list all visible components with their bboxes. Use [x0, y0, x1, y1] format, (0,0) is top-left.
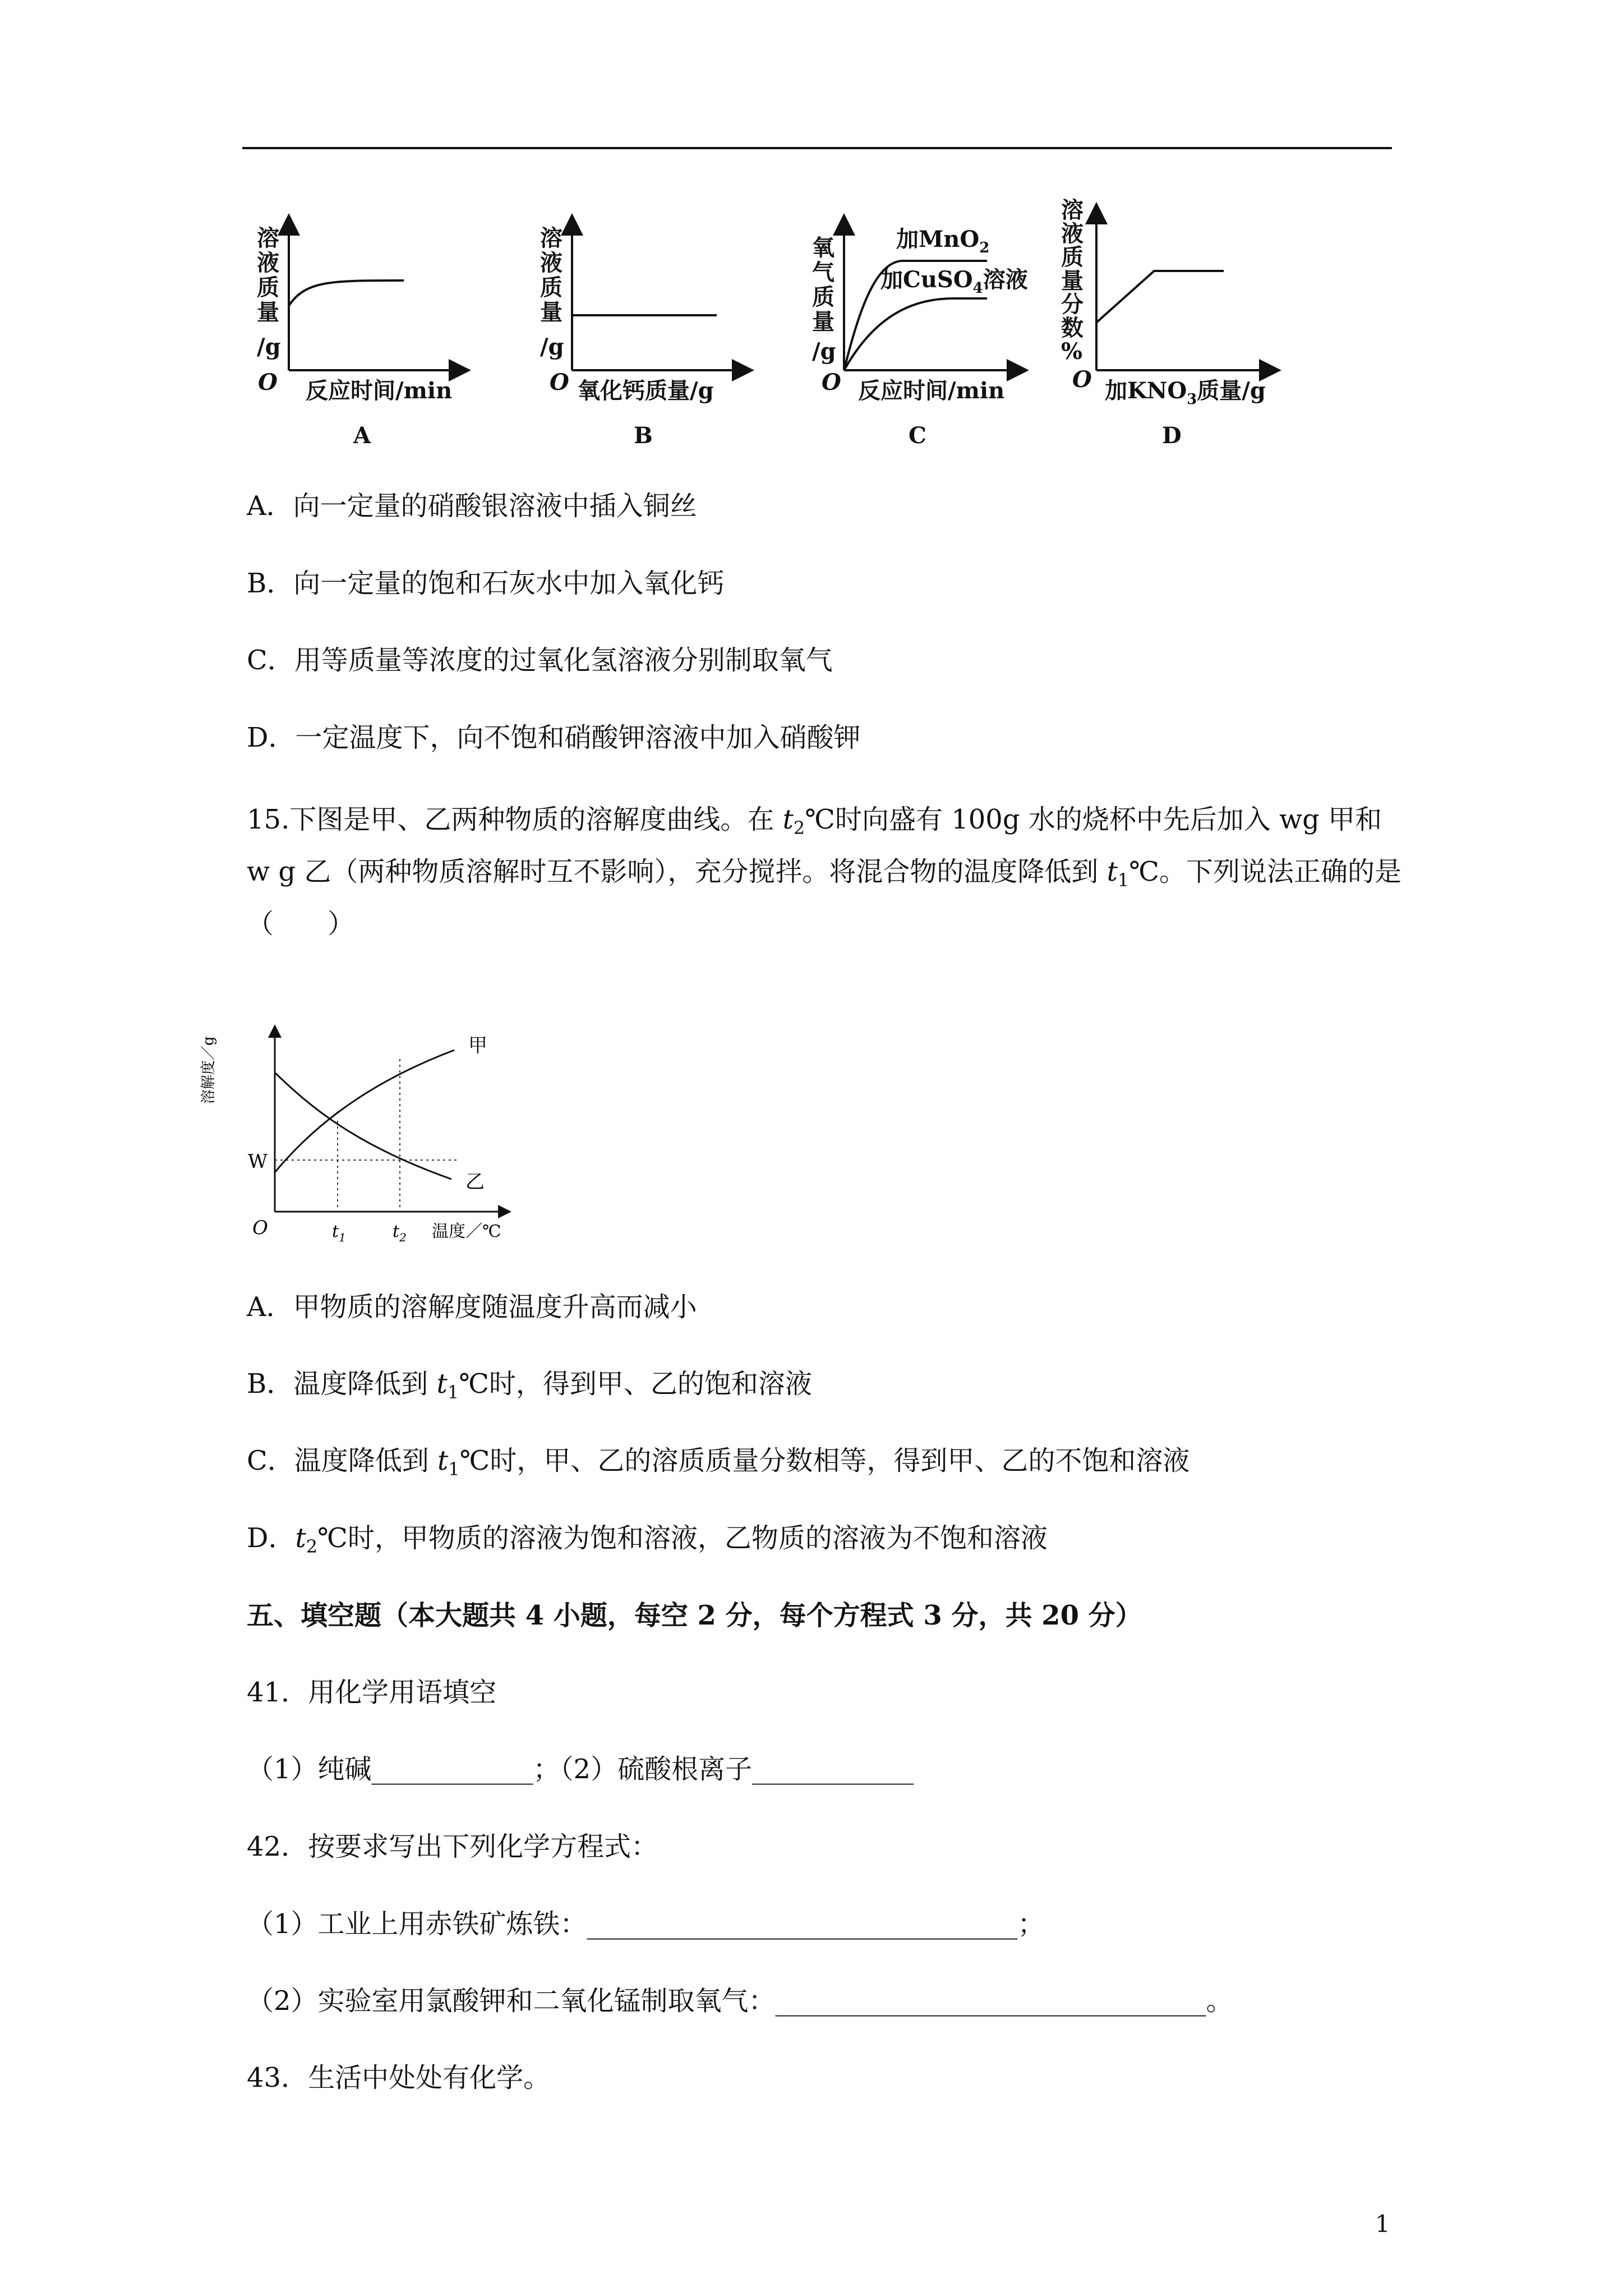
sol-curve-yi [275, 1073, 451, 1179]
sol-t1-label: $t_1$ [332, 1222, 346, 1244]
sol-w-label: W [248, 1151, 268, 1173]
graph-d-caption: D [1162, 422, 1182, 449]
sol-xlabel: 温度／℃ [432, 1222, 501, 1241]
section-5-heading: 五、填空题（本大题共 4 小题，每空 2 分，每个方程式 3 分，共 20 分） [247, 1600, 1142, 1631]
sol-curve-jia [275, 1050, 454, 1172]
sol-origin: O [252, 1217, 268, 1239]
graph-c-ylabel-2: 气 [812, 259, 834, 286]
graph-c-ylabel-4: 量 [812, 309, 834, 335]
graph-c-ylabel-5: /g [812, 338, 836, 365]
graph-a-xlabel: 反应时间/min [306, 378, 453, 404]
graphs-abcd [241, 191, 1340, 454]
graph-b-ylabel-3: 质 [540, 274, 562, 301]
graph-d-ylabel-7: % [1061, 338, 1083, 365]
graph-a-ylabel-3: 质 [257, 274, 279, 301]
graph-d-xlabel: 加$KNO_3$质量/g [1105, 378, 1266, 408]
page-number: 1 [1375, 2210, 1390, 2238]
graph-c-xlabel: 反应时间/min [858, 378, 1005, 404]
q14-option-c: C．用等质量等浓度的过氧化氢溶液分别制取氧气 [247, 645, 833, 676]
graph-d-origin: O [1072, 366, 1092, 393]
graph-c-caption: C [909, 422, 926, 449]
graph-a-ylabel-1: 溶 [257, 225, 279, 251]
graph-a-ylabel-5: /g [257, 334, 281, 360]
graph-b-ylabel-4: 量 [540, 299, 562, 325]
graph-a-ylabel-4: 量 [257, 299, 279, 325]
graph-c-curve-cuso4 [844, 298, 987, 370]
q43-title: 43．生活中处处有化学。 [247, 2062, 551, 2093]
graph-b-caption: B [634, 422, 653, 449]
sol-ylabel: 溶解度／g [200, 1036, 217, 1104]
q15-option-a: A．甲物质的溶解度随温度升高而减小 [247, 1291, 697, 1323]
graph-a-origin: O [258, 369, 278, 395]
q14-option-d: D．一定温度下，向不饱和硝酸钾溶液中加入硝酸钾 [247, 722, 861, 753]
q14-option-b: B．向一定量的饱和石灰水中加入氧化钙 [247, 568, 725, 599]
q42-line-1: （1）工业上用赤铁矿炼铁：________________________________； [247, 1908, 1045, 1940]
sol-series-yi: 乙 [465, 1171, 485, 1193]
q14-option-a: A．向一定量的硝酸银溶液中插入铜丝 [247, 490, 697, 522]
q42-title: 42．按要求写出下列化学方程式： [247, 1831, 658, 1862]
graph-c-ylabel-1: 氧 [812, 234, 834, 261]
graph-c [812, 224, 1028, 449]
sol-series-jia: 甲 [468, 1034, 487, 1057]
graph-d-ylabel-2: 液 [1061, 220, 1083, 247]
q41-line: （1）纯碱____________；（2）硫酸根离子____________ [247, 1754, 914, 1785]
q41-title: 41．用化学用语填空 [247, 1677, 497, 1708]
q42-line-2: （2）实验室用氯酸钾和二氧化锰制取氧气：________________________________。 [247, 1985, 1233, 2017]
header-rule [242, 147, 1392, 149]
graph-a [257, 224, 460, 449]
graph-a-caption: A [353, 422, 371, 449]
graph-b [540, 224, 743, 449]
q15-option-c: C．温度降低到 $t_1℃$时，甲、乙的溶质质量分数相等，得到甲、乙的不饱和溶液 [247, 1445, 1190, 1480]
graph-d-ylabel-3: 质 [1061, 244, 1083, 270]
q15-option-b: B．温度降低到 $t_1℃$时，得到甲、乙的饱和溶液 [247, 1368, 812, 1403]
graph-a-curve [289, 280, 404, 306]
graph-d-line [1096, 271, 1224, 323]
graph-b-origin: O [550, 369, 569, 395]
graph-a-ylabel-2: 液 [257, 250, 279, 276]
graph-d [1061, 197, 1270, 449]
graph-b-xlabel: 氧化钙质量/g [578, 378, 714, 404]
graph-d-ylabel-4: 量 [1061, 268, 1083, 294]
graph-b-ylabel-5: /g [540, 334, 564, 360]
graph-c-ylabel-3: 质 [812, 284, 834, 310]
graph-d-ylabel-1: 溶 [1061, 197, 1083, 223]
graph-c-origin: O [822, 369, 841, 395]
graph-b-ylabel-2: 液 [540, 250, 562, 276]
graph-b-ylabel-1: 溶 [540, 225, 562, 251]
graph-d-ylabel-5: 分 [1061, 291, 1083, 318]
q15-stem: 15.下图是甲、乙两种物质的溶解度曲线。在 $t_2℃$时向盛有 100g 水的烧杯中先后加入 wg 甲和 w g 乙（两种物质溶解时互不影响），充分搅拌。将混合物的温度降低到 $t_1℃$。下列说法正确的是（ ） [247, 804, 1401, 940]
sol-t2-label: $t_2$ [393, 1222, 407, 1244]
graph-d-ylabel-6: 数 [1061, 315, 1083, 341]
q15-option-d: D．$t_2℃$时，甲物质的溶液为饱和溶液，乙物质的溶液为不饱和溶液 [247, 1522, 1048, 1557]
graph-c-label-cuso4: 加CuSO$_4$溶液 [880, 266, 1028, 297]
graph-c-label-mno2: 加MnO$_2$ [896, 226, 990, 256]
solubility-chart [200, 1021, 555, 1251]
